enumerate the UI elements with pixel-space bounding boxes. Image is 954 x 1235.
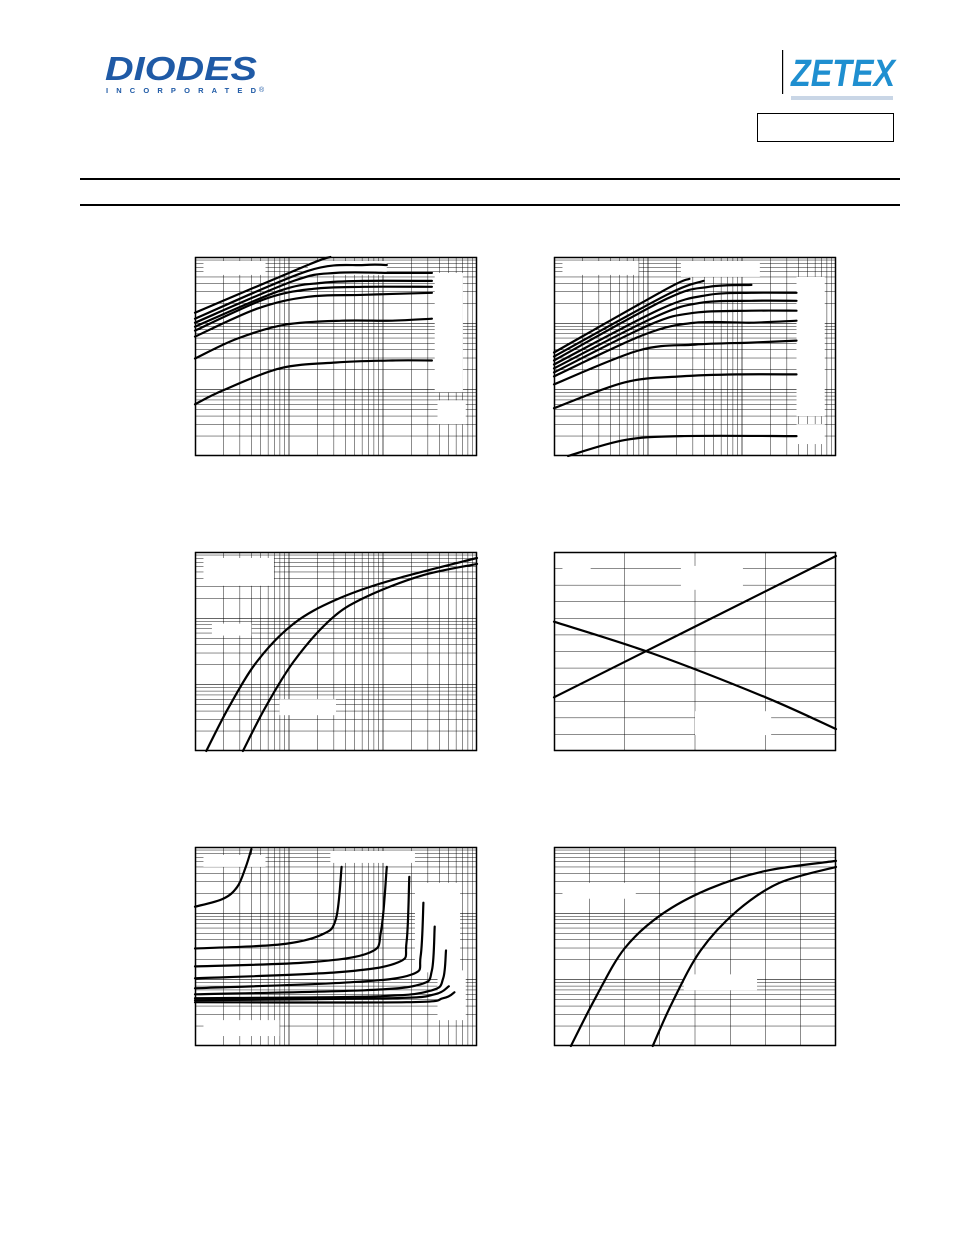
label-mask [203, 855, 265, 867]
header-rule-bottom [80, 204, 900, 206]
chart-4 [554, 552, 836, 751]
label-mask [562, 566, 590, 582]
label-mask [435, 273, 463, 392]
chart-6 [554, 847, 836, 1046]
header-rule-top [80, 178, 900, 180]
zetex-logo-divider [782, 50, 783, 94]
chart-1 [195, 257, 477, 456]
label-mask [562, 261, 638, 275]
chart-5 [195, 847, 477, 1046]
chart-2 [554, 257, 836, 456]
registered-mark: ® [259, 87, 265, 94]
label-mask [797, 277, 825, 416]
part-number-box [757, 113, 894, 142]
label-mask [203, 558, 273, 586]
chart-3 [195, 552, 477, 751]
diodes-logo [104, 52, 266, 98]
label-mask [438, 400, 466, 424]
label-mask [203, 261, 265, 275]
diodes-logo-text: DIODES [105, 50, 257, 87]
label-mask [695, 711, 771, 735]
zetex-logo-text: ZETEX [790, 53, 898, 95]
label-mask [681, 566, 743, 590]
label-mask [684, 974, 757, 990]
label-mask [203, 1020, 279, 1036]
label-mask [330, 851, 415, 863]
label-mask [681, 261, 760, 277]
label-mask [212, 624, 251, 636]
label-mask [797, 424, 825, 444]
zetex-logo-underline [791, 96, 893, 100]
zetex-logo [781, 50, 897, 102]
label-mask [562, 883, 635, 899]
label-mask [280, 699, 336, 715]
diodes-logo-subtext: INCORPORATED [106, 86, 256, 95]
